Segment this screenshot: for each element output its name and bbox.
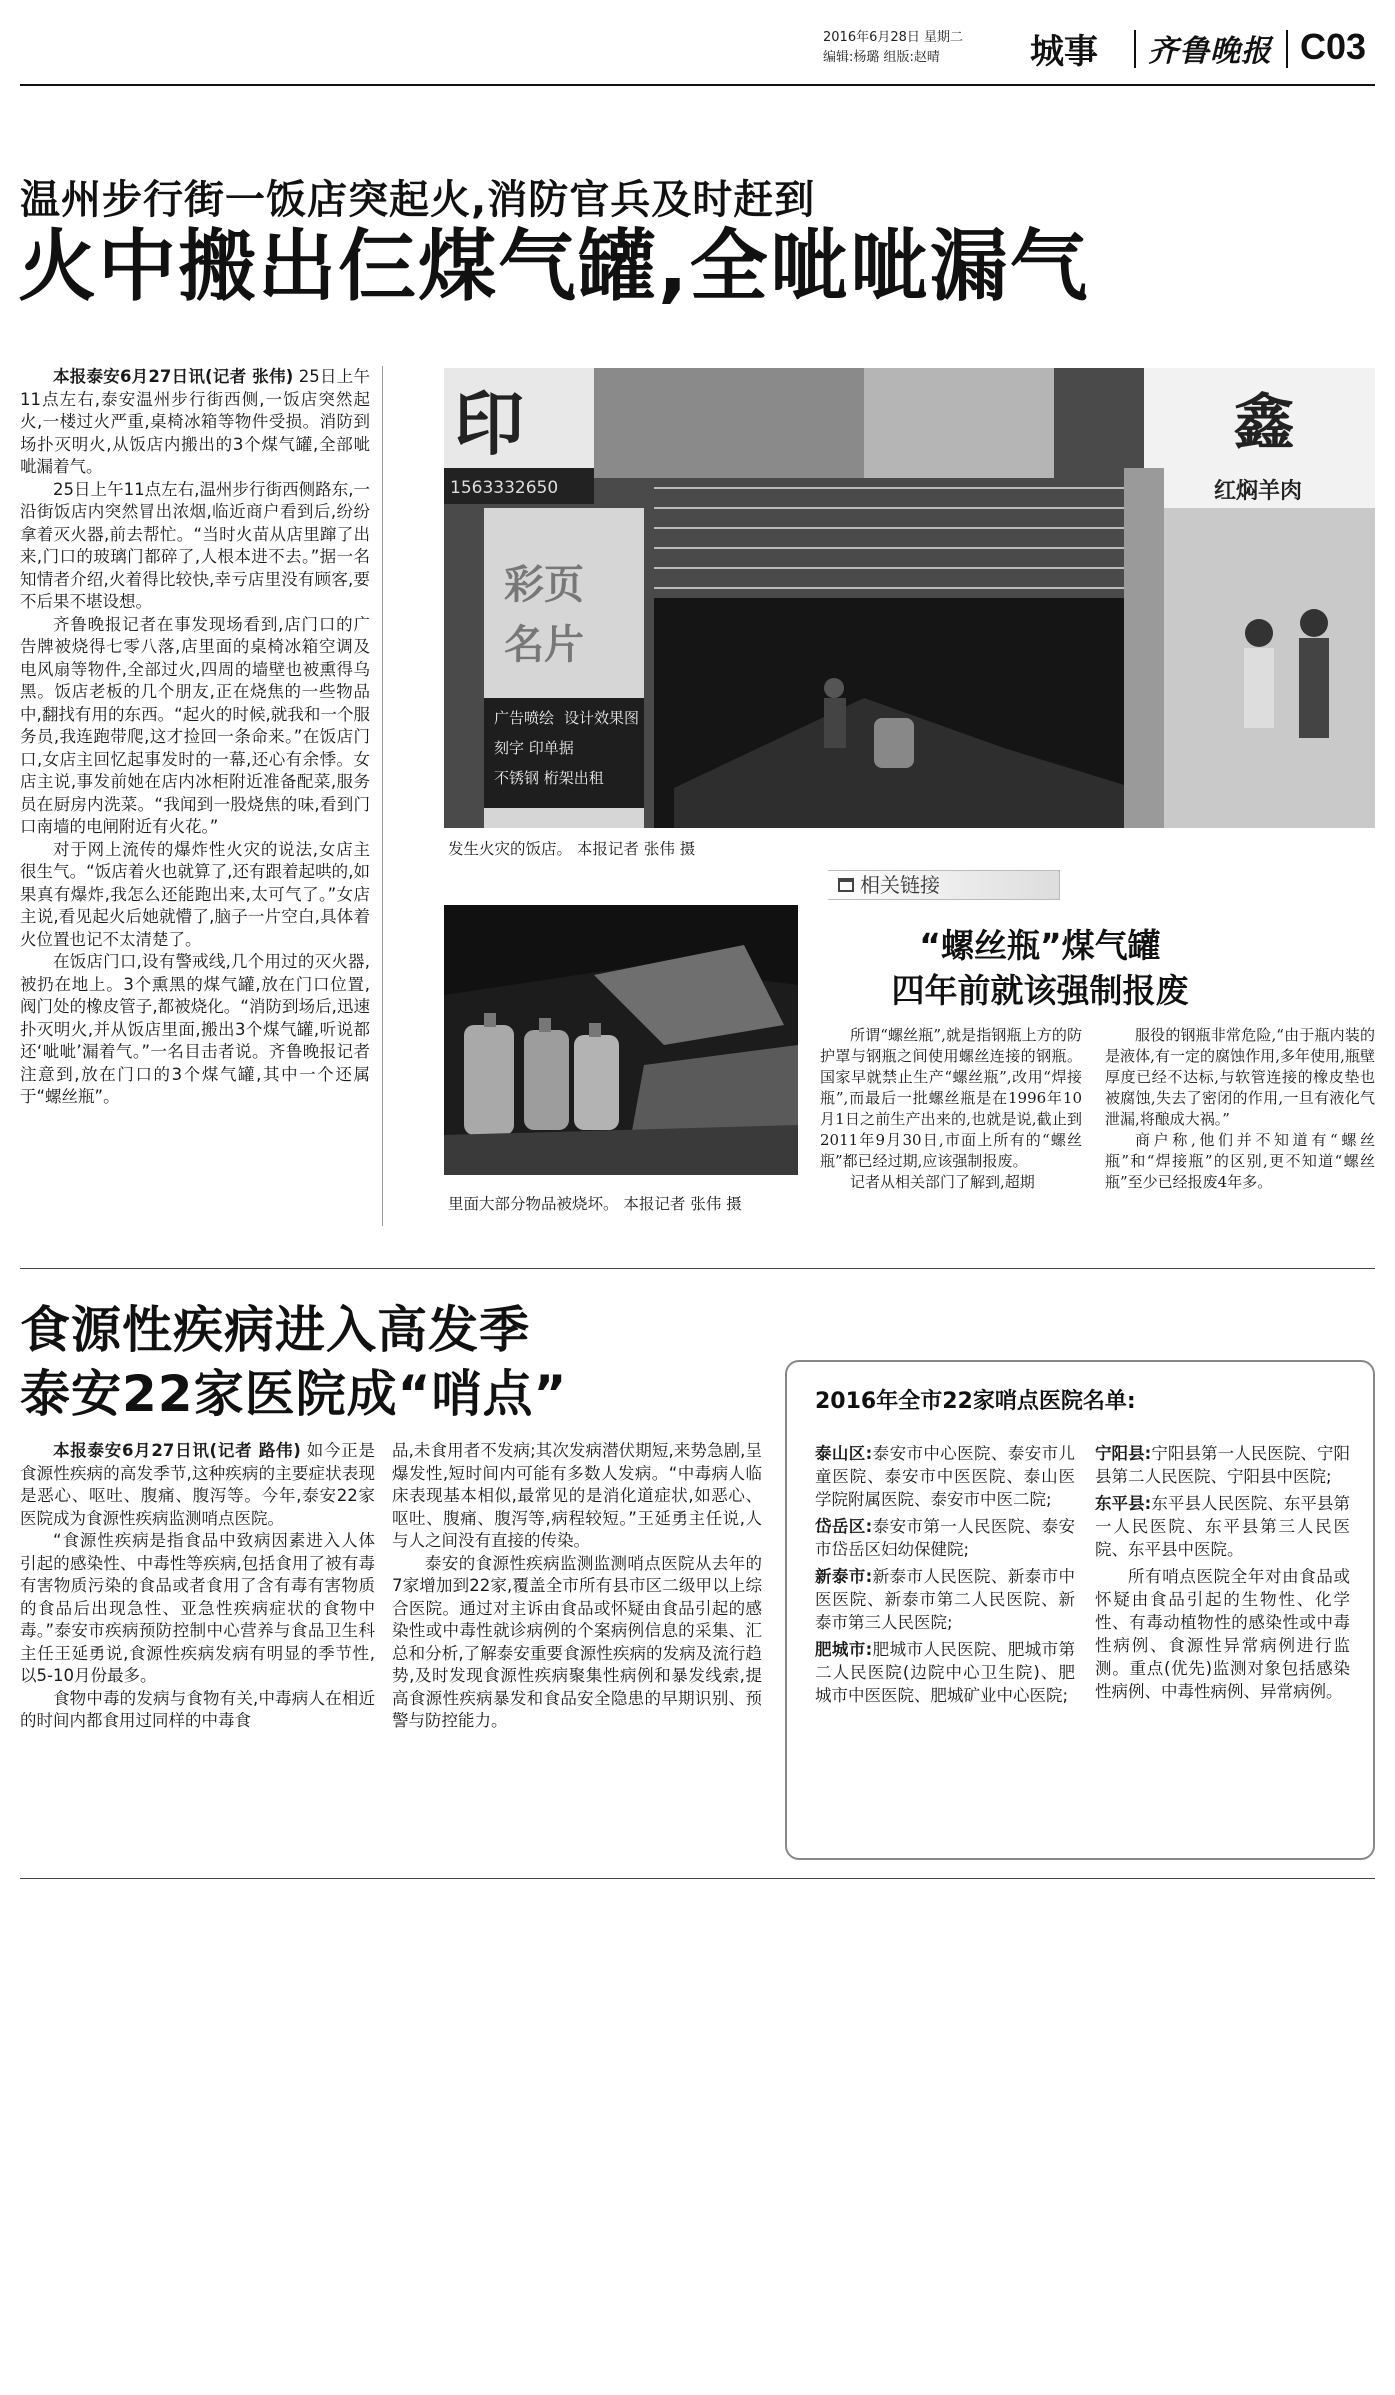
district-entry bbox=[815, 1442, 1075, 1511]
story1-kicker: 温州步行街一饭店突起火,消防官兵及时赶到 bbox=[20, 177, 816, 223]
sign-text: 彩页 bbox=[504, 562, 584, 608]
district-name: 泰山区: bbox=[815, 1444, 873, 1463]
hospital-note: 所有哨点医院全年对由食品或怀疑由食品引起的生物性、化学性、有毒动植物性的感染性或中毒性病例、食源性异常病例进行监测。重点(优先)监测对象包括感染性病例、中毒性病例、异常病例。 bbox=[1095, 1567, 1350, 1701]
district-hospitals: 新泰市人民医院、新泰市中医医院、新泰市第二人民医院、新泰市第三人民医院; bbox=[815, 1567, 1075, 1632]
story1-headline: 火中搬出仨煤气罐,全呲呲漏气 bbox=[18, 222, 1090, 312]
story1-paragraph: 齐鲁晚报记者在事发现场看到,店门口的广告牌被烧得七零八落,店里面的桌椅冰箱空调及电风扇等物件,全部过火,四周的墙壁也被熏得乌黑。饭店老板的几个朋友,正在烧焦的一些物品中,翻找有用的东西。“起火的时候,就我和一个服务员,我连跑带爬,这才捡回一条命来。”在饭店门口,女店主回忆起事发时的一幕,还心有余悸。女店主说,事发前她在店内冰柜附近准备配菜,服务员在厨房内洗菜。“我闻到一股烧焦的味,看到门口南墙的电闸附近有火花。” bbox=[20, 614, 370, 836]
district-hospitals: 肥城市人民医院、肥城市第二人民医院(边院中心卫生院)、肥城市中医医院、肥城矿业中心医院; bbox=[815, 1640, 1075, 1705]
district-name: 岱岳区: bbox=[815, 1517, 873, 1536]
hospital-list-title: 2016年全市22家哨点医院名单: bbox=[815, 1389, 1136, 1414]
sign-text: 刻字 印单据 bbox=[494, 739, 574, 757]
story2-paragraph: 泰安的食源性疾病监测监测哨点医院从去年的7家增加到22家,覆盖全市所有县市区二级甲以上综合医院。通过对主诉由食品或怀疑由食品引起的感染性或中毒性就诊病例的个案病例信息的采集、汇总和分析,了解泰安重要食源性疾病的发病及流行趋势,及时发现食源性疾病聚集性病例和暴发线索,提高食源性疾病暴发和食品安全隐患的早期识别、预警与防控能力。 bbox=[392, 1553, 762, 1730]
sign-text: 红焖羊肉 bbox=[1214, 479, 1303, 504]
story1-dateline: 本报泰安6月27日讯(记者 张伟) bbox=[53, 367, 294, 386]
district-entry bbox=[1095, 1492, 1350, 1561]
hospital-list-column-1 bbox=[815, 1442, 1075, 1711]
district-name: 东平县: bbox=[1095, 1494, 1152, 1513]
story1-paragraph: 对于网上流传的爆炸性火灾的说法,女店主很生气。“饭店着火也就算了,还有跟着起哄的,如果真有爆炸,我怎么还能跑出来,太可气了。”女店主说,看见起火后她就懵了,脑子一片空白,具体着火位置也记不太清楚了。 bbox=[20, 839, 370, 949]
header-divider bbox=[1134, 30, 1136, 68]
header-divider bbox=[1286, 30, 1288, 68]
sidebar-title-line1: “螺丝瓶”煤气罐 bbox=[919, 926, 1161, 965]
story2-paragraph: 食物中毒的发病与食物有关,中毒病人在相近的时间内都食用过同样的中毒食 bbox=[20, 1688, 375, 1730]
photo1-caption: 发生火灾的饭店。 本报记者 张伟 摄 bbox=[448, 840, 696, 858]
story1-paragraph: 在饭店门口,设有警戒线,几个用过的灭火器,被扔在地上。3个熏黑的煤气罐,放在门口位置,阀门处的橡皮管子,都被烧化。“消防到场后,迅速扑灭明火,并从饭店里面,搬出3个煤气罐,听说都还‘呲呲’漏着气。”一名目击者说。齐鲁晚报记者注意到,放在门口的3个煤气罐,其中一个还属于“螺丝瓶”。 bbox=[20, 952, 370, 1106]
district-hospitals: 泰安市第一人民医院、泰安市岱岳区妇幼保健院; bbox=[815, 1517, 1075, 1559]
district-entry bbox=[815, 1565, 1075, 1634]
issue-date: 2016年6月28日 星期二 bbox=[823, 30, 964, 45]
related-link-label: 相关链接 bbox=[860, 873, 940, 897]
sidebar-paragraph: 商户称,他们并不知道有“螺丝瓶”和“焊接瓶”的区别,更不知道“螺丝瓶”至少已经报废4年多。 bbox=[1105, 1131, 1375, 1191]
sign-text: 广告喷绘 bbox=[494, 709, 555, 727]
district-entry bbox=[1095, 1442, 1350, 1488]
district-hospitals: 东平县人民医院、东平县第一人民医院、东平县第三人民医院、东平县中医院。 bbox=[1095, 1494, 1350, 1559]
story2-paragraph: “食源性疾病是指食品中致病因素进入人体引起的感染性、中毒性等疾病,包括食用了被有毒有害物质污染的食品或者食用了含有毒有害物质的食品后出现急性、亚急性疾病症状的食物中毒。”泰安市疾病预防控制中心营养与食品卫生科主任王延勇说,食源性疾病发病有明显的季节性,以5-10月份最多。 bbox=[20, 1531, 375, 1685]
sign-text: 设计效果图 bbox=[564, 709, 640, 727]
story2-column-2 bbox=[392, 1440, 762, 1733]
sidebar-title-line2: 四年前就该强制报废 bbox=[891, 971, 1189, 1010]
sidebar-paragraph: 记者从相关部门了解到,超期 bbox=[850, 1173, 1035, 1191]
story2-column-1 bbox=[20, 1440, 375, 1733]
story1-paragraph: 25日上午11点左右,温州步行街西侧路东,一沿街饭店内突然冒出浓烟,临近商户看到后,纷纷拿着灭火器,前去帮忙。“当时火苗从店里蹿了出来,门口的玻璃门都碎了,人根本进不去。”据一名知情者介绍,火着得比较快,幸亏店里没有顾客,要不后果不堪设想。 bbox=[20, 479, 370, 611]
section-rule bbox=[20, 1268, 1375, 1269]
newspaper-logo: 齐鲁晚报 bbox=[1148, 34, 1272, 69]
district-entry bbox=[815, 1638, 1075, 1707]
story2-lead: 如今正是食源性疾病的高发季节,这种疾病的主要症状表现是恶心、呕吐、腹痛、腹泻等。今年,泰安22家医院成为食源性疾病监测哨点医院。 bbox=[20, 1441, 375, 1528]
photo2-caption: 里面大部分物品被烧坏。 本报记者 张伟 摄 bbox=[448, 1195, 742, 1213]
bottom-rule bbox=[20, 1878, 1375, 1879]
story2-headline-line2: 泰安22家医院成“哨点” bbox=[20, 1365, 568, 1423]
district-hospitals: 泰安市中心医院、泰安市儿童医院、泰安市中医医院、泰山医学院附属医院、泰安市中医二院; bbox=[815, 1444, 1075, 1509]
sign-text: 不锈钢 桁架出租 bbox=[494, 769, 604, 787]
sidebar-column-1 bbox=[820, 1025, 1082, 1193]
sign-text: 名片 bbox=[504, 622, 584, 668]
story1-body bbox=[20, 366, 370, 1109]
window-icon bbox=[838, 878, 854, 892]
sign-text: 印 bbox=[454, 383, 524, 465]
district-name: 宁阳县: bbox=[1095, 1444, 1152, 1463]
sidebar-column-2 bbox=[1105, 1025, 1375, 1193]
district-name: 肥城市: bbox=[815, 1640, 873, 1659]
story2-paragraph: 品,未食用者不发病;其次发病潜伏期短,来势急剧,呈爆发性,短时间内可能有多数人发病。“中毒病人临床表现基本相似,最常见的是消化道症状,如恶心、呕吐、腹痛、腹泻等,病程较短。”王延勇主任说,人与人之间没有直接的传染。 bbox=[392, 1441, 762, 1550]
story1-lead: 25日上午11点左右,泰安温州步行街西侧,一饭店突然起火,一楼过火严重,桌椅冰箱等物件受损。消防到场扑灭明火,从饭店内搬出的3个煤气罐,全部呲呲漏着气。 bbox=[20, 367, 370, 476]
story2-dateline: 本报泰安6月27日讯(记者 路伟) bbox=[53, 1441, 301, 1460]
editor-credits: 编辑:杨璐 组版:赵晴 bbox=[823, 50, 940, 65]
burnt-interior-photo bbox=[444, 905, 798, 1175]
sidebar-paragraph: 服役的钢瓶非常危险,“由于瓶内装的是液体,有一定的腐蚀作用,多年使用,瓶壁厚度已经不达标,与软管连接的橡皮垫也被腐蚀,失去了密闭的作用,一旦有液化气泄漏,将酿成大祸。” bbox=[1105, 1026, 1375, 1128]
hospital-list-box bbox=[785, 1360, 1375, 1860]
related-link-tag bbox=[828, 870, 1060, 900]
sidebar-paragraph: 所谓“螺丝瓶”,就是指钢瓶上方的防护罩与钢瓶之间使用螺丝连接的钢瓶。国家早就禁止生产“螺丝瓶”,改用“焊接瓶”,而最后一批螺丝瓶是在1996年10月1日之前生产出来的,也就是说,截止到2011年9月30日,市面上所有的“螺丝瓶”都已经过期,应该强制报废。 bbox=[820, 1026, 1082, 1170]
restaurant-fire-photo bbox=[444, 368, 1375, 828]
hospital-list-column-2 bbox=[1095, 1442, 1350, 1707]
district-hospitals: 宁阳县第一人民医院、宁阳县第二人民医院、宁阳县中医院; bbox=[1095, 1444, 1350, 1486]
sign-text: 鑫 bbox=[1234, 388, 1294, 458]
page-number: C03 bbox=[1300, 26, 1367, 67]
header-rule bbox=[20, 84, 1375, 86]
district-entry bbox=[815, 1515, 1075, 1561]
story2-headline-line1: 食源性疾病进入高发季 bbox=[20, 1301, 530, 1359]
section-name: 城事 bbox=[1030, 32, 1098, 72]
district-name: 新泰市: bbox=[815, 1567, 873, 1586]
sign-phone: 1563332650 bbox=[450, 478, 559, 498]
column-divider bbox=[382, 366, 383, 1226]
